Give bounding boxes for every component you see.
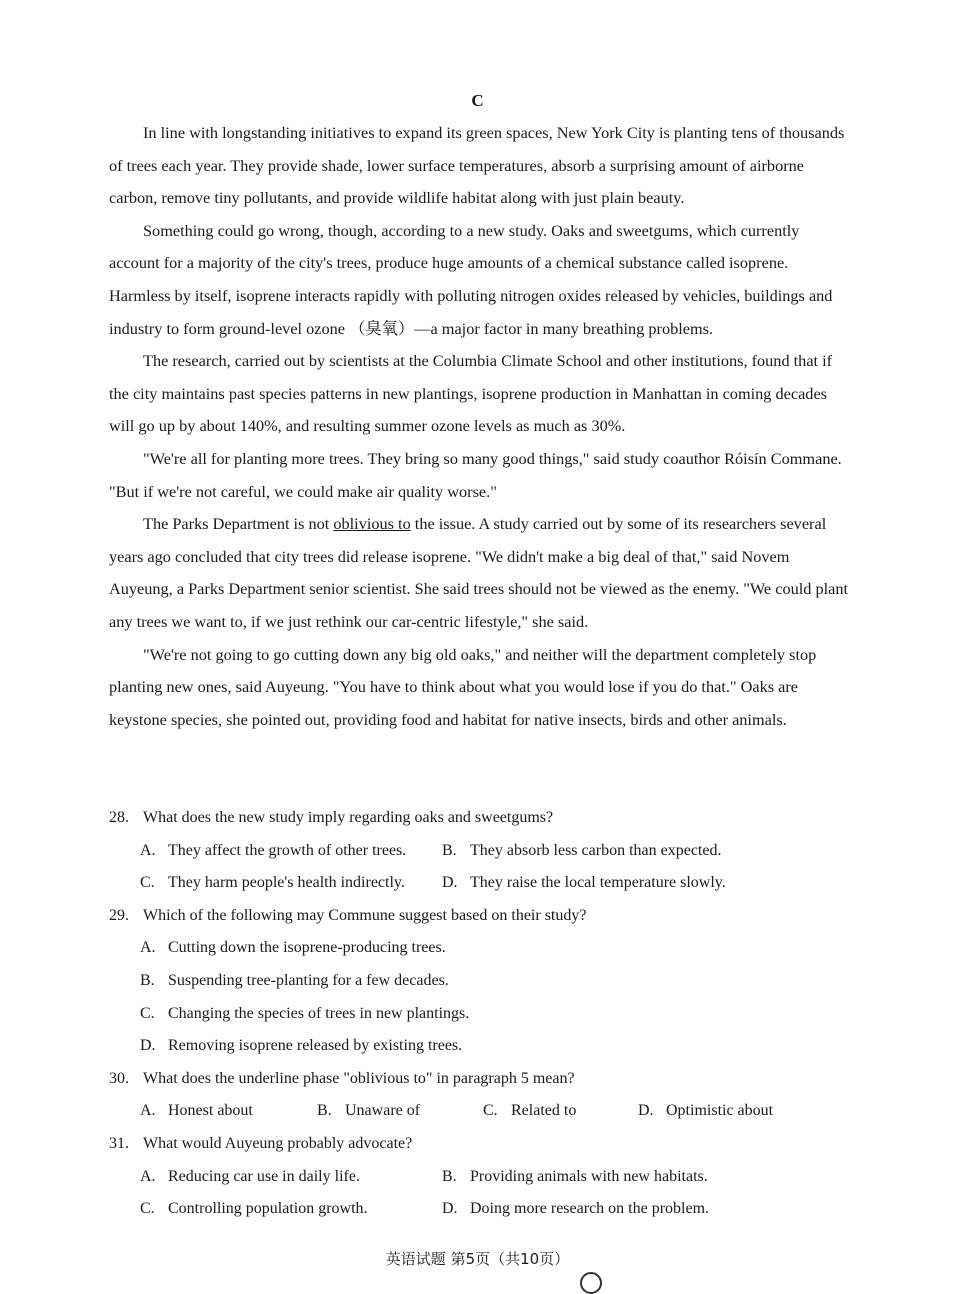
- option-letter: D.: [140, 1037, 156, 1055]
- option-d[interactable]: [442, 1193, 709, 1226]
- option-d[interactable]: [140, 1030, 462, 1063]
- option-text: Related to: [511, 1102, 577, 1120]
- option-d[interactable]: [638, 1095, 773, 1128]
- option-text: They absorb less carbon than expected.: [470, 841, 722, 859]
- option-text: Providing animals with new habitats.: [470, 1167, 708, 1185]
- question-stem: What would Auyeung probably advocate?: [143, 1134, 413, 1152]
- circle-mark-icon: [580, 1272, 602, 1294]
- question-number: 30.: [109, 1069, 129, 1087]
- option-c[interactable]: [483, 1095, 638, 1128]
- option-b[interactable]: [317, 1095, 483, 1128]
- option-row: [109, 932, 849, 965]
- option-row: [109, 867, 849, 900]
- paragraph-1: In line with longstanding initiatives to expand its green spaces, New York City is planting tens of thousands of trees each year. They provide shade, lower surface temperatures, absorb a surprising amount of airborne carbon, remove tiny pollutants, and provide wildlife habitat along with just plain beauty.: [109, 123, 845, 208]
- question-number: 28.: [109, 809, 129, 826]
- question-number: 31.: [109, 1134, 129, 1152]
- option-text: Cutting down the isoprene-producing trees.: [168, 939, 446, 957]
- paragraph-2: Something could go wrong, though, according to a new study. Oaks and sweetgums, which currently account for a majority of the city's trees, produce huge amounts of a chemical substance called isoprene. Harmless by itself, isoprene interacts rapidly with polluting nitrogen oxides released by vehicles, buildings and industry to form ground-level ozone （臭氧）—a major factor in many breathing problems.: [109, 220, 833, 338]
- question-31: [109, 1128, 849, 1161]
- option-letter: A.: [140, 1102, 156, 1120]
- option-text: They raise the local temperature slowly.: [470, 874, 726, 892]
- option-row: [109, 998, 849, 1031]
- option-c[interactable]: [140, 867, 442, 900]
- option-letter: B.: [317, 1102, 332, 1120]
- option-letter: A.: [140, 841, 156, 859]
- underlined-phrase: oblivious to: [333, 514, 411, 534]
- question-30: [109, 1063, 849, 1096]
- option-letter: C.: [140, 1004, 155, 1022]
- paragraph-3: The research, carried out by scientists at the Columbia Climate School and other institutions, found that if the city maintains past species patterns in new plantings, isoprene production in Manhattan in coming decades will go up by about 140%, and resulting summer ozone levels as much as 30%.: [109, 351, 833, 436]
- option-c[interactable]: [140, 998, 469, 1031]
- option-b[interactable]: [442, 835, 721, 868]
- question-list: [109, 802, 849, 1226]
- option-letter: C.: [140, 1200, 155, 1218]
- option-letter: C.: [140, 874, 155, 892]
- option-c[interactable]: [140, 1193, 442, 1226]
- question-number: 29.: [109, 906, 129, 924]
- page-footer: 英语试题 第5页（共10页）: [385, 1250, 570, 1268]
- option-text: Reducing car use in daily life.: [168, 1167, 360, 1185]
- option-letter: D.: [638, 1102, 654, 1120]
- option-text: Unaware of: [345, 1102, 421, 1120]
- option-d[interactable]: [442, 867, 726, 900]
- option-text: Doing more research on the problem.: [470, 1200, 710, 1218]
- paragraph-5: [109, 508, 849, 638]
- section-heading: C: [471, 91, 484, 110]
- option-row: [109, 1193, 849, 1226]
- option-row: [109, 1095, 849, 1128]
- option-letter: A.: [140, 1167, 156, 1185]
- option-text: Honest about: [168, 1102, 253, 1120]
- option-letter: C.: [483, 1102, 498, 1120]
- option-text: They affect the growth of other trees.: [168, 841, 407, 859]
- option-text: Controlling population growth.: [168, 1200, 368, 1218]
- question-stem: What does the new study imply regarding oaks and sweetgums?: [143, 809, 554, 826]
- option-row: [109, 1161, 849, 1194]
- paragraph-5-text-after: the issue. A study carried out by some of its researchers several years ago concluded that city trees did release isoprene. "We didn't make a big deal of that," said Novem Auyeung, a Parks Department senior scientist. She said trees should not be viewed as the enemy. "We could plant any trees we want to, if we just rethink our car-centric lifestyle," she said.: [109, 514, 849, 631]
- option-letter: B.: [442, 841, 457, 859]
- question-29: [109, 900, 849, 933]
- option-letter: A.: [140, 939, 156, 957]
- option-text: Changing the species of trees in new plantings.: [168, 1004, 470, 1022]
- option-row: [109, 1030, 849, 1063]
- option-row: [109, 835, 849, 868]
- option-b[interactable]: [140, 965, 449, 998]
- option-text: Suspending tree-planting for a few decades.: [168, 971, 449, 989]
- option-text: They harm people's health indirectly.: [168, 874, 405, 892]
- option-letter: B.: [140, 971, 155, 989]
- option-letter: B.: [442, 1167, 457, 1185]
- paragraph-4: "We're all for planting more trees. They bring so many good things," said study coauthor Róisín Commane. "But if we're not careful, we could make air quality worse.": [109, 448, 842, 501]
- reading-passage: [109, 117, 849, 736]
- option-letter: D.: [442, 1200, 458, 1218]
- option-letter: D.: [442, 874, 458, 892]
- question-28: [109, 802, 849, 835]
- option-a[interactable]: [140, 835, 442, 868]
- option-text: Removing isoprene released by existing trees.: [168, 1037, 463, 1055]
- option-text: Optimistic about: [666, 1102, 774, 1120]
- option-a[interactable]: [140, 1161, 442, 1194]
- option-b[interactable]: [442, 1161, 708, 1194]
- option-a[interactable]: [140, 932, 446, 965]
- question-stem: Which of the following may Commune suggest based on their study?: [143, 906, 587, 924]
- paragraph-6: "We're not going to go cutting down any big old oaks," and neither will the department completely stop planting new ones, said Auyeung. "You have to think about what you would lose if you do that." Oaks are keystone species, she pointed out, providing food and habitat for native insects, birds and other animals.: [109, 644, 817, 729]
- option-a[interactable]: [140, 1095, 317, 1128]
- question-stem: What does the underline phase "oblivious to" in paragraph 5 mean?: [143, 1069, 575, 1087]
- paragraph-5-text-before: The Parks Department is not: [143, 514, 334, 534]
- option-row: [109, 965, 849, 998]
